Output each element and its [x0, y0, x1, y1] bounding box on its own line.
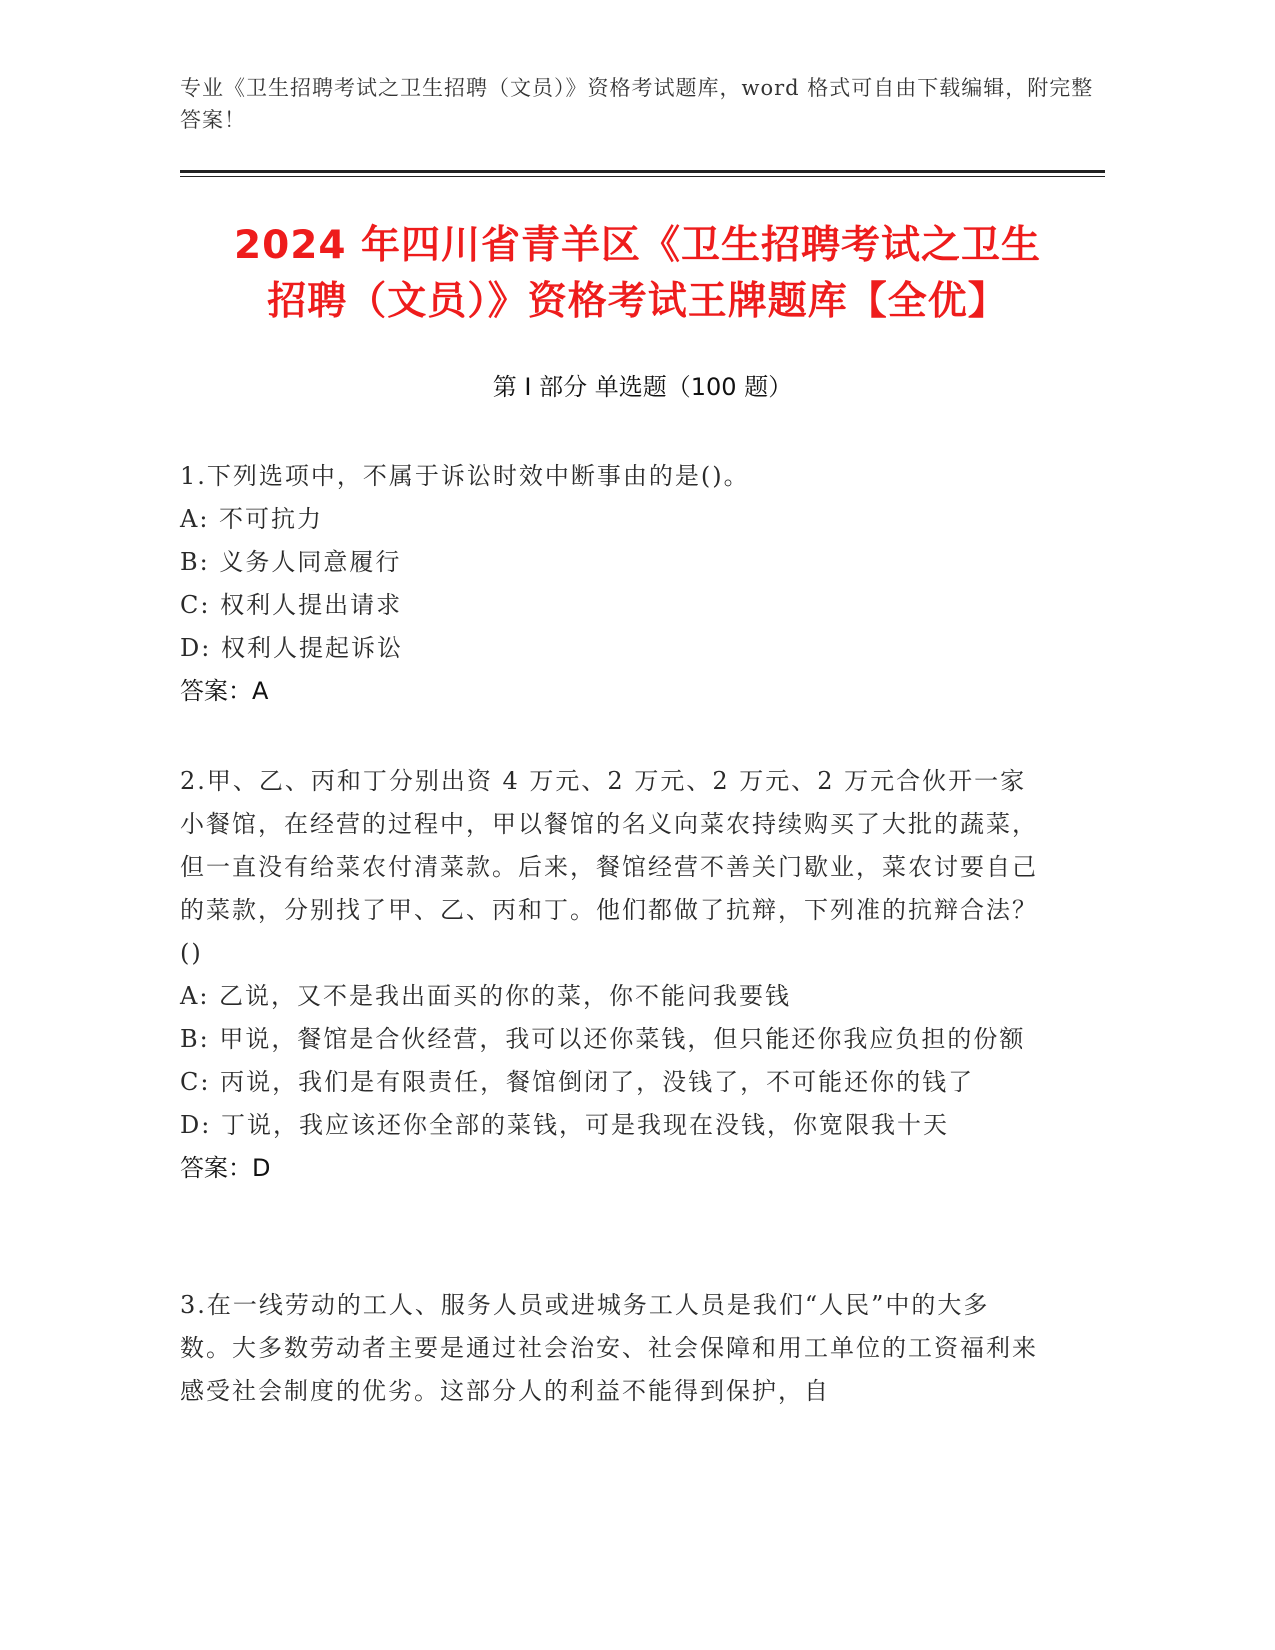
option-b: B: 甲说，餐馆是合伙经营，我可以还你菜钱，但只能还你我应负担的份额 [180, 1025, 1026, 1053]
question-2 [180, 760, 1040, 1190]
option-a: A: 乙说，又不是我出面买的你的菜，你不能问我要钱 [180, 982, 792, 1010]
option-a: A: 不可抗力 [180, 505, 324, 533]
question-3 [180, 1284, 1040, 1413]
document-title-line-2: 招聘（文员）》资格考试王牌题库【全优】 [267, 279, 1008, 324]
document-title-line-1: 2024 年四川省青羊区《卫生招聘考试之卫生 [233, 223, 1042, 268]
header-divider-thick [180, 170, 1105, 173]
question-1 [180, 455, 1040, 713]
section-title: 第 I 部分 单选题（100 题） [492, 373, 793, 401]
question-text: 3.在一线劳动的工人、服务人员或进城务工人员是我们“人民”中的大多数。大多数劳动者主要是通过社会治安、社会保障和用工单位的工资福利来感受社会制度的优劣。这部分人的利益不能得到保护，自 [180, 1291, 1038, 1405]
question-text: 2.甲、乙、丙和丁分别出资 4 万元、2 万元、2 万元、2 万元合伙开一家小餐馆，在经营的过程中，甲以餐馆的名义向菜农持续购买了大批的蔬菜，但一直没有给菜农付清菜款。后来，餐馆经营不善关门歇业，菜农讨要自己的菜款，分别找了甲、乙、丙和丁。他们都做了抗辩，下列准的抗辩合法？() [180, 767, 1038, 967]
header-note: 专业《卫生招聘考试之卫生招聘（文员）》资格考试题库，word 格式可自由下载编辑，附完整答案！ [180, 76, 1094, 132]
option-c: C: 权利人提出请求 [180, 591, 403, 619]
question-text: 1.下列选项中，不属于诉讼时效中断事由的是()。 [180, 462, 750, 490]
header-divider-thin [180, 176, 1105, 177]
document-title [150, 218, 1125, 330]
option-b: B: 义务人同意履行 [180, 548, 402, 576]
answer: 答案：D [180, 1154, 271, 1182]
answer: 答案：A [180, 677, 269, 705]
option-d: D: 丁说，我应该还你全部的菜钱，可是我现在没钱，你宽限我十天 [180, 1111, 949, 1139]
option-d: D: 权利人提起诉讼 [180, 634, 403, 662]
option-c: C: 丙说，我们是有限责任，餐馆倒闭了，没钱了，不可能还你的钱了 [180, 1068, 975, 1096]
